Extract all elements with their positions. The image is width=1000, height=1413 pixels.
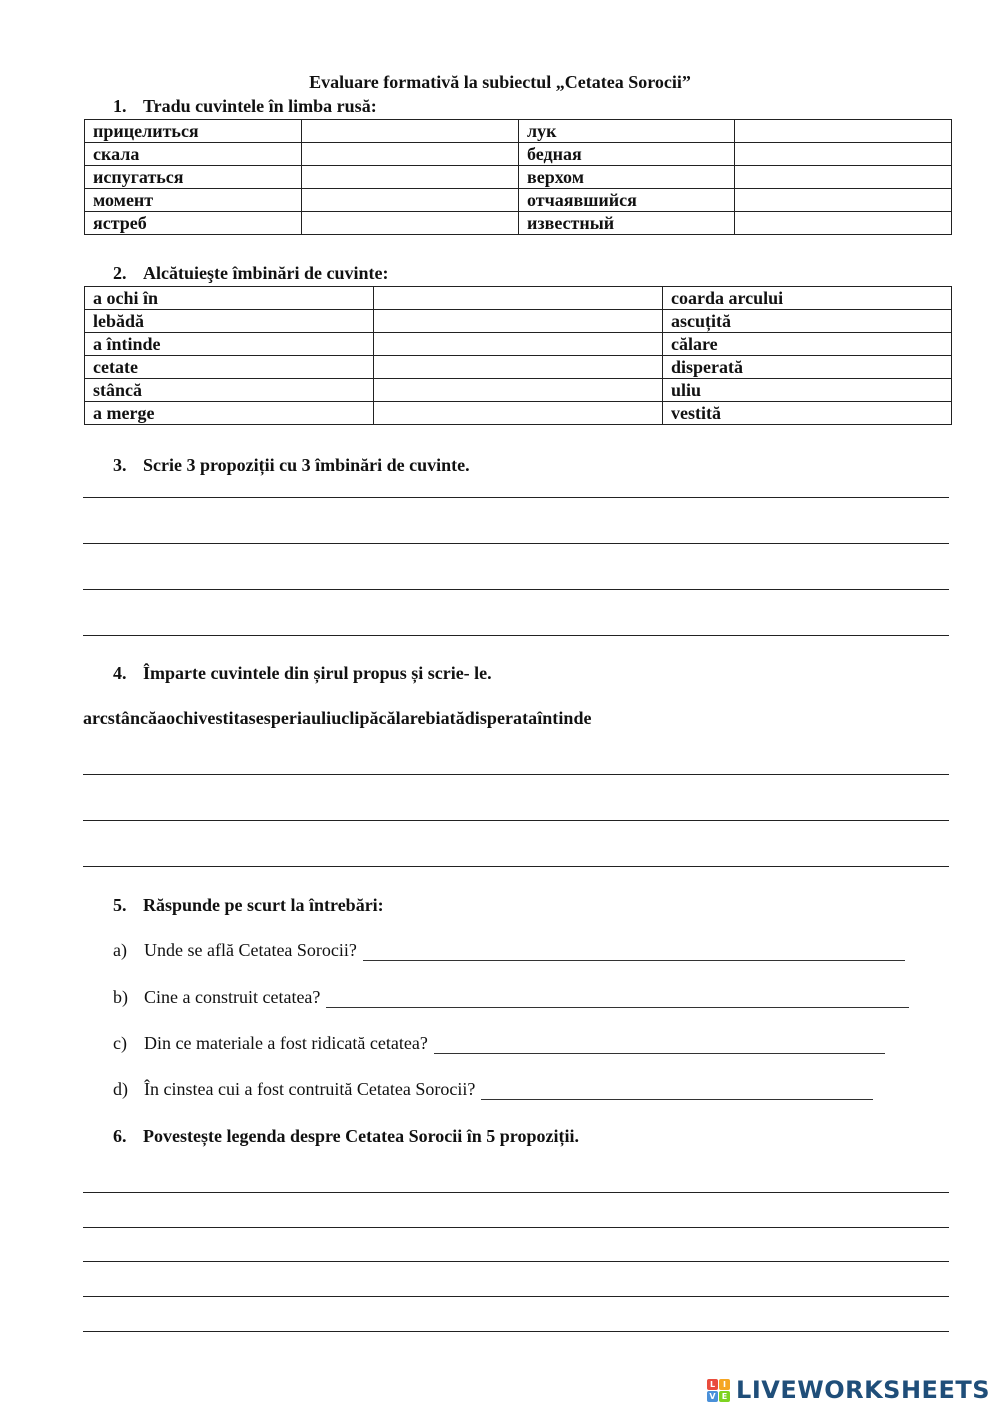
question-c — [113, 1033, 885, 1054]
table-row — [85, 166, 952, 189]
table-row — [85, 356, 952, 379]
word-combination-table — [84, 286, 952, 425]
russian-word: ястреб — [85, 212, 302, 235]
russian-word: скала — [85, 143, 302, 166]
section-6-number: 6. — [113, 1126, 127, 1146]
question-letter: d) — [113, 1079, 128, 1099]
table-row — [85, 120, 952, 143]
combination-right-word: vestită — [663, 402, 952, 425]
answer-line[interactable] — [83, 1227, 949, 1228]
section-5-heading — [113, 895, 384, 916]
combination-left-word: lebădă — [85, 310, 374, 333]
table-row — [85, 379, 952, 402]
combination-answer-cell[interactable] — [374, 402, 663, 425]
russian-word: испугаться — [85, 166, 302, 189]
translation-answer-cell[interactable] — [735, 166, 952, 189]
answer-line[interactable] — [83, 774, 949, 775]
translation-answer-cell[interactable] — [302, 212, 519, 235]
liveworksheets-logo — [707, 1376, 990, 1404]
combination-right-word: coarda arcului — [663, 287, 952, 310]
answer-line[interactable] — [83, 1192, 949, 1193]
answer-line[interactable] — [83, 1261, 949, 1262]
answer-blank[interactable] — [481, 1081, 873, 1100]
russian-word: отчаявшийся — [519, 189, 735, 212]
russian-word: известный — [519, 212, 735, 235]
russian-word: момент — [85, 189, 302, 212]
logo-mark-icon: L I V E — [707, 1379, 730, 1402]
question-text: Din ce materiale a fost ridicată cetatea? — [144, 1033, 428, 1053]
combination-left-word: cetate — [85, 356, 374, 379]
answer-line[interactable] — [83, 1296, 949, 1297]
combination-right-word: ascuțită — [663, 310, 952, 333]
section-2-heading — [113, 263, 388, 284]
table-row — [85, 402, 952, 425]
section-2-title: Alcătuieşte îmbinări de cuvinte: — [143, 263, 389, 283]
section-4-heading — [113, 663, 492, 684]
section-3-number: 3. — [113, 455, 127, 475]
combination-answer-cell[interactable] — [374, 333, 663, 356]
table-row — [85, 333, 952, 356]
section-1-number: 1. — [113, 96, 127, 116]
section-3-heading — [113, 455, 470, 476]
section-4-number: 4. — [113, 663, 127, 683]
combination-right-word: uliu — [663, 379, 952, 402]
section-3-title: Scrie 3 propoziții cu 3 îmbinări de cuvinte. — [143, 455, 470, 475]
question-a — [113, 940, 905, 961]
combination-answer-cell[interactable] — [374, 287, 663, 310]
table-row — [85, 287, 952, 310]
answer-blank[interactable] — [363, 942, 905, 961]
russian-word: бедная — [519, 143, 735, 166]
question-b — [113, 987, 909, 1008]
question-letter: b) — [113, 987, 128, 1007]
answer-line[interactable] — [83, 820, 949, 821]
answer-blank[interactable] — [326, 989, 909, 1008]
section-2-number: 2. — [113, 263, 127, 283]
russian-word: прицелиться — [85, 120, 302, 143]
translation-answer-cell[interactable] — [735, 143, 952, 166]
table-row — [85, 310, 952, 333]
answer-line[interactable] — [83, 589, 949, 590]
combination-left-word: stâncă — [85, 379, 374, 402]
translation-answer-cell[interactable] — [302, 189, 519, 212]
russian-word: верхом — [519, 166, 735, 189]
section-1-heading — [113, 96, 377, 117]
section-5-number: 5. — [113, 895, 127, 915]
answer-line[interactable] — [83, 1331, 949, 1332]
translation-table — [84, 119, 952, 235]
translation-answer-cell[interactable] — [735, 189, 952, 212]
table-row — [85, 212, 952, 235]
table-row — [85, 143, 952, 166]
combination-answer-cell[interactable] — [374, 356, 663, 379]
table-row — [85, 189, 952, 212]
combination-answer-cell[interactable] — [374, 310, 663, 333]
section-1-title: Tradu cuvintele în limba rusă: — [143, 96, 377, 116]
answer-blank[interactable] — [434, 1035, 885, 1054]
translation-answer-cell[interactable] — [302, 120, 519, 143]
translation-answer-cell[interactable] — [735, 120, 952, 143]
russian-word: лук — [519, 120, 735, 143]
translation-answer-cell[interactable] — [302, 143, 519, 166]
answer-line[interactable] — [83, 497, 949, 498]
section-4-title: Împarte cuvintele din șirul propus și scrie- le. — [143, 663, 492, 683]
combination-left-word: a merge — [85, 402, 374, 425]
question-text: Unde se află Cetatea Sorocii? — [144, 940, 357, 960]
answer-line[interactable] — [83, 543, 949, 544]
translation-answer-cell[interactable] — [735, 212, 952, 235]
translation-answer-cell[interactable] — [302, 166, 519, 189]
logo-wordmark: LIVEWORKSHEETS — [736, 1376, 990, 1404]
page-title: Evaluare formativă la subiectul „Cetatea Sorocii” — [309, 72, 691, 92]
question-text: Cine a construit cetatea? — [144, 987, 321, 1007]
answer-line[interactable] — [83, 635, 949, 636]
question-text: În cinstea cui a fost contruită Cetatea Sorocii? — [144, 1079, 476, 1099]
combination-answer-cell[interactable] — [374, 379, 663, 402]
word-string: arcstâncăaochivestitasesperiauliuclipăcălarebiatădisperataîntinde — [83, 708, 592, 728]
section-6-heading — [113, 1126, 579, 1147]
section-6-title: Povestește legenda despre Cetatea Sorocii în 5 propoziții. — [143, 1126, 579, 1146]
question-letter: a) — [113, 940, 127, 960]
combination-left-word: a ochi în — [85, 287, 374, 310]
answer-line[interactable] — [83, 866, 949, 867]
combination-right-word: disperată — [663, 356, 952, 379]
question-letter: c) — [113, 1033, 127, 1053]
section-5-title: Răspunde pe scurt la întrebări: — [143, 895, 384, 915]
question-d — [113, 1079, 873, 1100]
combination-left-word: a întinde — [85, 333, 374, 356]
combination-right-word: călare — [663, 333, 952, 356]
